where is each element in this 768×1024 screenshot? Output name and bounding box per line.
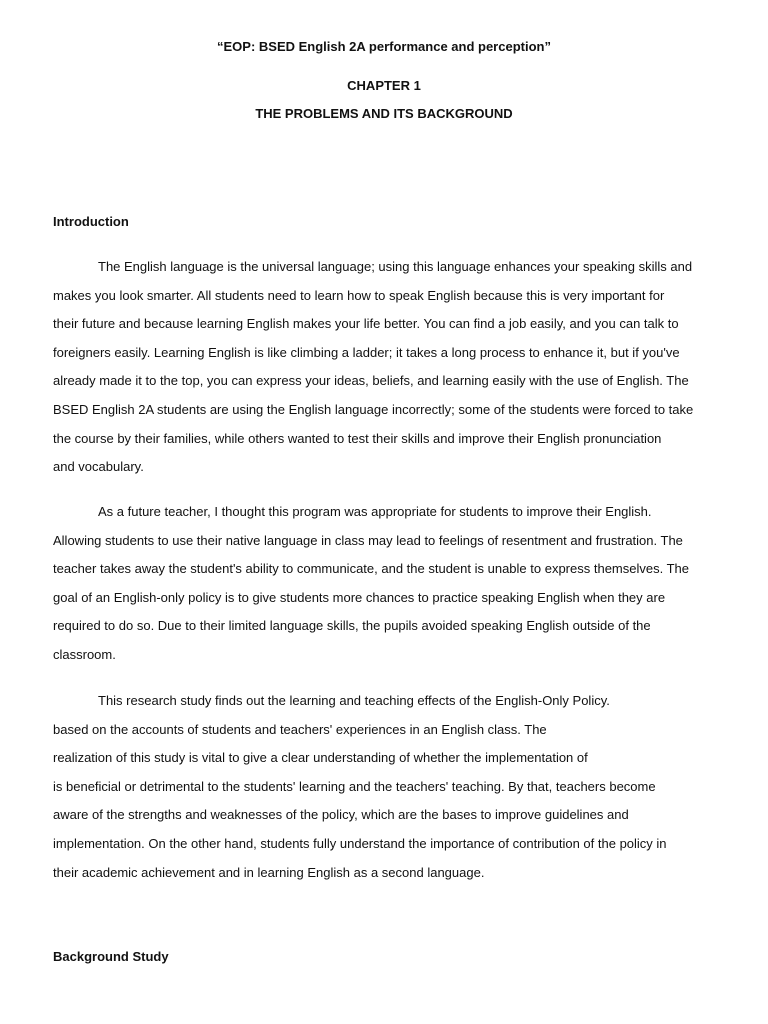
chapter-label: CHAPTER 1 [347, 78, 421, 93]
paragraph-3 [53, 687, 738, 887]
background-study-heading: Background Study [53, 949, 169, 964]
paragraph-line: aware of the strengths and weaknesses of the policy, which are the bases to improve guidelines and [53, 807, 629, 823]
paragraph-line: based on the accounts of students and teachers' experiences in an English class. The [53, 721, 547, 737]
paragraph-line: Allowing students to use their native language in class may lead to feelings of resentment and frustration. The [53, 532, 683, 548]
paragraph-line: their future and because learning English makes your life better. You can find a job easily, and you can talk to [53, 316, 679, 332]
paragraph-line: As a future teacher, I thought this program was appropriate for students to improve their English. [98, 504, 652, 519]
chapter-subtitle: THE PROBLEMS AND ITS BACKGROUND [255, 106, 513, 121]
introduction-heading: Introduction [53, 214, 129, 229]
paragraph-line: realization of this study is vital to give a clear understanding of whether the implementation of [53, 750, 588, 766]
paragraph-1 [53, 253, 738, 482]
paragraph-line: and vocabulary. [53, 459, 144, 475]
paragraph-line: their academic achievement and in learning English as a second language. [53, 864, 485, 880]
paragraph-line: foreigners easily. Learning English is like climbing a ladder; it takes a long process to enhance it, but if you've [53, 344, 680, 360]
paragraph-line: the course by their families, while others wanted to test their skills and improve their English pronunciation [53, 430, 662, 446]
paragraph-line: makes you look smarter. All students need to learn how to speak English because this is very important for [53, 287, 665, 303]
paragraph-line: already made it to the top, you can express your ideas, beliefs, and learning easily with the use of English. The [53, 373, 689, 389]
paragraph-line: required to do so. Due to their limited language skills, the pupils avoided speaking English outside of the [53, 618, 651, 634]
paragraph-line: implementation. On the other hand, students fully understand the importance of contribution of the policy in [53, 835, 667, 851]
paragraph-line: classroom. [53, 646, 116, 662]
paragraph-line: teacher takes away the student's ability to communicate, and the student is unable to express themselves. The [53, 561, 689, 577]
paragraph-2 [53, 498, 738, 670]
paragraph-line: BSED English 2A students are using the English language incorrectly; some of the students were forced to take [53, 401, 694, 417]
paragraph-line: The English language is the universal language; using this language enhances your speaking skills and [98, 259, 693, 274]
paragraph-line: is beneficial or detrimental to the students' learning and the teachers' teaching. By that, teachers become [53, 778, 656, 794]
paragraph-line: This research study finds out the learning and teaching effects of the English-Only Policy. [98, 693, 610, 708]
document-title: “EOP: BSED English 2A performance and perception” [217, 39, 551, 54]
paragraph-line: goal of an English-only policy is to give students more chances to practice speaking English when they are [53, 589, 666, 605]
